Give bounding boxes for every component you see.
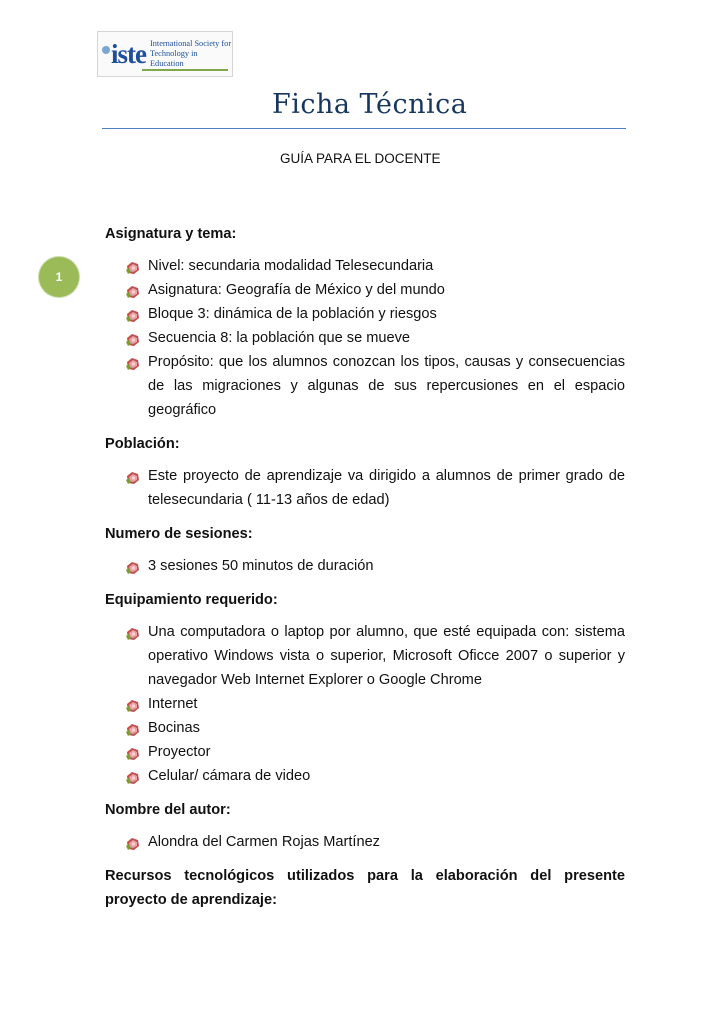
flower-bullet-icon: [125, 259, 140, 273]
list-item-text: Asignatura: Geografía de México y del mundo: [148, 282, 445, 298]
logo-org-line2: Technology in Education: [149, 49, 198, 68]
flower-bullet-icon: [125, 283, 140, 297]
flower-bullet-icon: [125, 331, 140, 345]
section-heading: Nombre del autor:: [105, 802, 231, 818]
document-body: [105, 222, 625, 912]
page-number-badge: 1: [39, 257, 79, 297]
bullet-list: [105, 554, 625, 578]
list-item-text: Bloque 3: dinámica de la población y riesgos: [148, 306, 437, 322]
document-title: Ficha Técnica: [272, 89, 468, 120]
flower-bullet-icon: [125, 697, 140, 711]
section-heading: Equipamiento requerido:: [105, 592, 278, 608]
flower-bullet-icon: [125, 559, 140, 573]
spacer: [105, 246, 625, 254]
bullet-list: [105, 830, 625, 854]
spacer: [105, 546, 625, 554]
section: [105, 588, 625, 798]
spacer: [105, 822, 625, 830]
spacer: [105, 512, 625, 522]
list-item-text: Propósito: que los alumnos conozcan los tipos, causas y consecuencias de las migraciones y algunas de sus repercusiones en el espacio geográfico: [148, 354, 625, 418]
flower-bullet-icon: [125, 625, 140, 639]
list-item-text: Secuencia 8: la población que se mueve: [148, 330, 411, 346]
section-heading: Población:: [105, 436, 180, 452]
section-heading: Recursos tecnológicos utilizados para la elaboración del presente proyecto de aprendizaje:: [105, 868, 625, 908]
logo-text: iste: [111, 38, 146, 69]
list-item-text: Nivel: secundaria modalidad Telesecundaria: [148, 258, 434, 274]
list-item: [105, 554, 625, 578]
logo-org-line1: International Society for: [149, 39, 232, 48]
bullet-list: [105, 464, 625, 512]
section-heading: Asignatura y tema:: [105, 226, 237, 242]
list-item: [105, 254, 625, 278]
list-item-text: Celular/ cámara de video: [148, 768, 311, 784]
logo-org-name: [150, 39, 232, 69]
spacer: [105, 456, 625, 464]
flower-bullet-icon: [125, 469, 140, 483]
list-item-text: Alondra del Carmen Rojas Martínez: [148, 834, 380, 850]
flower-bullet-icon: [125, 307, 140, 321]
flower-bullet-icon: [125, 769, 140, 783]
list-item: [105, 278, 625, 302]
spacer: [105, 422, 625, 432]
section-heading: Numero de sesiones:: [105, 526, 253, 542]
document-subtitle: GUÍA PARA EL DOCENTE: [280, 151, 441, 166]
list-item-text: Bocinas: [148, 720, 200, 736]
logo-underline: [142, 69, 228, 71]
list-item: [105, 620, 625, 692]
section: [105, 432, 625, 522]
flower-bullet-icon: [125, 745, 140, 759]
bullet-list: [105, 254, 625, 422]
list-item: [105, 692, 625, 716]
title-divider: [102, 128, 626, 129]
list-item-text: Proyector: [148, 744, 211, 760]
section: [105, 522, 625, 588]
spacer: [105, 854, 625, 864]
list-item-text: Internet: [148, 696, 198, 712]
section: [105, 798, 625, 864]
flower-bullet-icon: [125, 835, 140, 849]
flower-bullet-icon: [125, 721, 140, 735]
list-item: [105, 716, 625, 740]
list-item: [105, 740, 625, 764]
list-item: [105, 764, 625, 788]
list-item: [105, 326, 625, 350]
list-item: [105, 350, 625, 422]
spacer: [105, 788, 625, 798]
iste-logo: [97, 31, 233, 77]
list-item: [105, 830, 625, 854]
list-item-text: 3 sesiones 50 minutos de duración: [148, 558, 374, 574]
list-item: [105, 464, 625, 512]
section: [105, 864, 625, 912]
list-item-text: Una computadora o laptop por alumno, que esté equipada con: sistema operativo Windows vista o superior, Microsoft Oficce 2007 o superior y navegador Web Internet Explorer o Google Chrome: [148, 624, 625, 688]
spacer: [105, 612, 625, 620]
logo-mark: [102, 38, 146, 69]
bullet-list: [105, 620, 625, 788]
list-item: [105, 302, 625, 326]
list-item-text: Este proyecto de aprendizaje va dirigido a alumnos de primer grado de telesecundaria ( 11-13 años de edad): [148, 468, 625, 508]
spacer: [105, 578, 625, 588]
section: [105, 222, 625, 432]
flower-bullet-icon: [125, 355, 140, 369]
globe-icon: [102, 46, 110, 54]
